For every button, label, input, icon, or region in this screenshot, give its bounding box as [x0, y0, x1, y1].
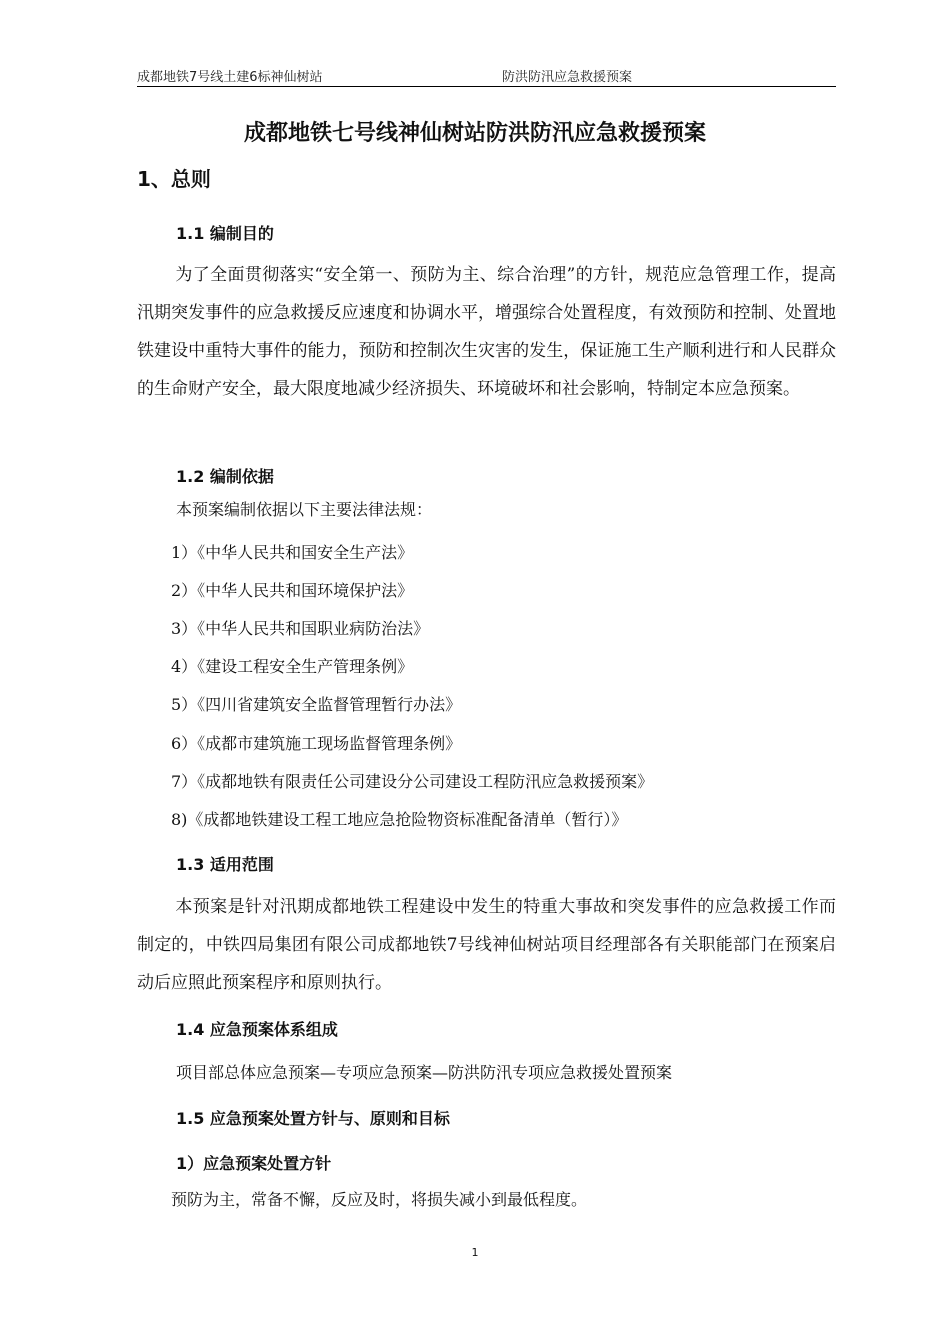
section-1-4-heading: 1.4 应急预案体系组成	[176, 1020, 338, 1039]
section-1-1-text: 为了全面贯彻落实“安全第一、预防为主、综合治理”的方针，规范应急管理工作，提高汛期突发事件的应急救援反应速度和协调水平，增强综合处置程度，有效预防和控制、处置地铁建设中重特大事件的能力，预防和控制次生灾害的发生，保证施工生产顺利进行和人民群众的生命财产安全，最大限度地减少经济损失、环境破坏和社会影响，特制定本应急预案。	[137, 265, 836, 399]
section-1-4-body: 项目部总体应急预案—专项应急预案—防洪防汛专项应急救援处置预案	[176, 1063, 673, 1082]
header-left-text: 成都地铁7号线土建6标神仙树站	[137, 70, 323, 85]
section-1-5-heading: 1.5 应急预案处置方针与、原则和目标	[176, 1109, 450, 1128]
section-1-3-text: 本预案是针对汛期成都地铁工程建设中发生的特重大事故和突发事件的应急救援工作而制定的，中铁四局集团有限公司成都地铁7号线神仙树站项目经理部各有关职能部门在预案启动后应照此预案程序和原则执行。	[137, 897, 836, 993]
section-1-1-body	[137, 256, 836, 408]
page-header	[137, 64, 836, 87]
law-list-item: 3）《中华人民共和国职业病防治法》	[171, 619, 430, 638]
section-1-1-heading: 1.1 编制目的	[176, 224, 274, 243]
law-list-item: 1）《中华人民共和国安全生产法》	[171, 543, 414, 562]
section-1-2-intro: 本预案编制依据以下主要法律法规：	[176, 500, 433, 519]
section-1-heading: 1、总则	[137, 167, 211, 191]
document-title: 成都地铁七号线神仙树站防洪防汛应急救援预案	[243, 121, 706, 146]
section-1-2-heading: 1.2 编制依据	[176, 467, 274, 486]
law-list-item: 4）《建设工程安全生产管理条例》	[171, 657, 414, 676]
section-1-5-sub1-body: 预防为主，常备不懈，反应及时，将损失减小到最低程度。	[171, 1190, 588, 1209]
section-1-3-body	[137, 888, 836, 1002]
law-list-item: 5）《四川省建筑安全监督管理暂行办法》	[171, 695, 462, 714]
section-1-5-sub1-heading: 1）应急预案处置方针	[176, 1154, 332, 1173]
law-list-item: 6）《成都市建筑施工现场监督管理条例》	[171, 734, 462, 753]
law-list-item: 2）《中华人民共和国环境保护法》	[171, 581, 414, 600]
law-list-item: 8)《成都地铁建设工程工地应急抢险物资标准配备清单（暂行）》	[171, 810, 628, 829]
law-list-item: 7）《成都地铁有限责任公司建设分公司建设工程防汛应急救援预案》	[171, 772, 654, 791]
section-1-3-heading: 1.3 适用范围	[176, 855, 274, 874]
header-right-text: 防洪防汛应急救援预案	[502, 70, 633, 85]
page-number: 1	[471, 1246, 479, 1259]
